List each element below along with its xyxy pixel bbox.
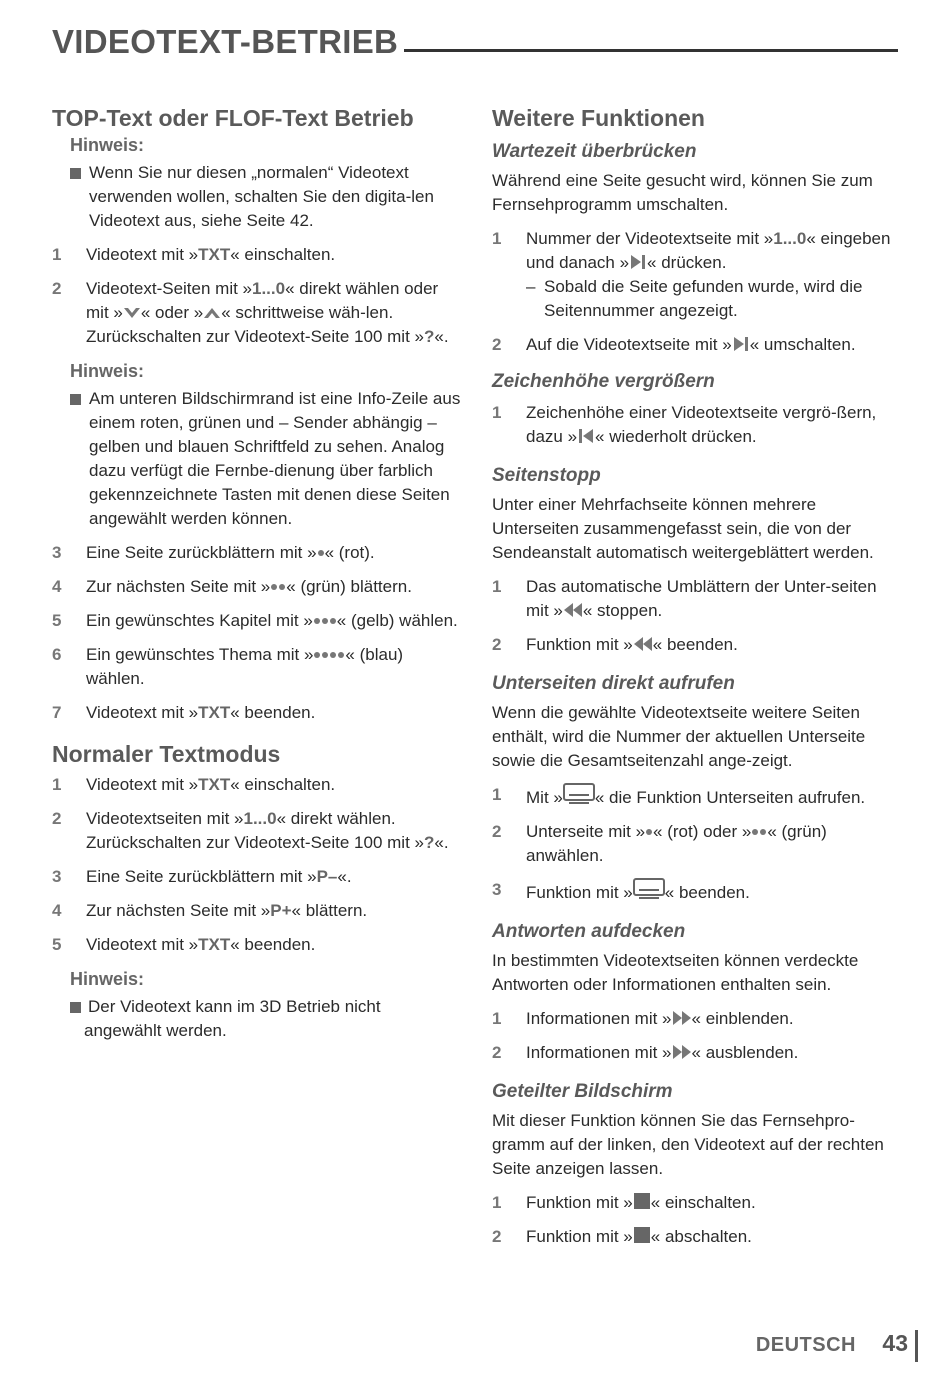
step-item	[492, 1191, 902, 1215]
left-column	[52, 100, 462, 1043]
step-number: 7	[52, 703, 62, 722]
skip-forward-icon	[732, 336, 750, 352]
step-text: « oder »	[140, 303, 204, 322]
step-text: Ein gewünschtes Kapitel mit »	[86, 611, 313, 630]
four-dots-icon	[313, 645, 345, 664]
step-item	[492, 878, 902, 905]
note-item	[52, 995, 462, 1043]
step-number: 6	[52, 645, 62, 664]
one-dot-icon	[645, 822, 653, 841]
step-text: « stoppen.	[582, 601, 663, 620]
paragraph: In bestimmten Videotextseiten können verdeckte Antworten oder Informationen enthalten sein.	[492, 951, 859, 994]
step-item	[52, 865, 462, 889]
section-title-top-flof: TOP-Text oder FLOF-Text Betrieb	[52, 105, 414, 131]
key-label: 1...0	[773, 229, 807, 248]
step-text: « beenden.	[664, 883, 750, 902]
step-item	[52, 899, 462, 923]
step-text: « (blau) wählen.	[86, 645, 404, 688]
step-text: « einschalten.	[230, 245, 336, 264]
step-number: 3	[52, 867, 62, 886]
step-text: Zurückschalten zur Videotext-Seite 100 mit »	[86, 327, 424, 346]
key-label: P+	[270, 901, 292, 920]
square-bullet-icon	[70, 394, 81, 405]
step-text: «.	[337, 867, 352, 886]
step-item	[52, 541, 462, 565]
step-text: « (rot).	[324, 543, 375, 562]
step-number: 1	[492, 577, 502, 596]
key-label: P–	[316, 867, 338, 886]
footer-bar	[915, 1330, 918, 1362]
note-text: Wenn Sie nur diesen „normalen“ Videotext verwenden wollen, schalten Sie den digita-len Videotext aus, siehe Seite 42.	[89, 163, 434, 230]
step-number: 1	[492, 1193, 502, 1212]
note-label: Hinweis:	[70, 135, 145, 155]
step-text: Mit »	[526, 788, 563, 807]
fast-forward-icon	[672, 1044, 692, 1060]
step-number: 4	[52, 577, 62, 596]
step-item	[492, 783, 902, 810]
page-header	[52, 22, 898, 62]
step-text: « drücken.	[647, 253, 727, 272]
step-number: 2	[492, 1227, 502, 1246]
split-screen-icon	[633, 1226, 651, 1244]
one-dot-icon	[317, 543, 325, 562]
step-item	[52, 643, 462, 691]
right-column	[492, 100, 902, 1249]
step-text: « direkt wählen.	[276, 809, 396, 828]
step-number: 2	[492, 822, 502, 841]
step-text: Nummer der Videotextseite mit »	[526, 229, 774, 248]
paragraph: Unter einer Mehrfachseite können mehrere Unterseiten zusammengefasst sein, die von der Sendeanstalt automatisch weitergeblättert werden.	[492, 495, 874, 562]
step-number: 1	[492, 785, 502, 804]
step-number: 2	[492, 635, 502, 654]
arrow-down-icon	[123, 306, 141, 320]
dash: –	[526, 277, 536, 296]
page-title: VIDEOTEXT-BETRIEB	[52, 23, 399, 60]
step-number: 1	[492, 403, 502, 422]
note-text: Der Videotext kann im 3D Betrieb nicht angewählt werden.	[84, 997, 381, 1040]
step-item	[492, 575, 902, 623]
subsection-title-zeichenhoehe: Zeichenhöhe vergrößern	[492, 371, 715, 392]
skip-forward-icon	[629, 254, 647, 270]
step-text: Auf die Videotextseite mit »	[526, 335, 732, 354]
step-text: Unterseite mit »	[526, 822, 646, 841]
subpage-icon	[563, 783, 595, 805]
subsection-title-antworten: Antworten aufdecken	[492, 921, 686, 942]
note-item	[52, 161, 462, 233]
step-text: « beenden.	[230, 935, 316, 954]
step-text: Videotextseiten mit »	[86, 809, 244, 828]
step-text: «.	[434, 327, 449, 346]
step-text: Eine Seite zurückblättern mit »	[86, 867, 317, 886]
page-number: 43	[882, 1330, 908, 1356]
step-text: « (gelb) wählen.	[336, 611, 458, 630]
section-title-weitere: Weitere Funktionen	[492, 105, 705, 131]
step-item	[492, 333, 902, 357]
step-item	[492, 227, 902, 323]
rewind-icon	[633, 636, 653, 652]
step-text: « einschalten.	[650, 1193, 756, 1212]
step-text: Zurückschalten zur Videotext-Seite 100 mit »	[86, 833, 424, 852]
three-dots-icon	[313, 611, 337, 630]
step-text: « wiederholt drücken.	[595, 427, 757, 446]
header-rule	[404, 49, 898, 52]
step-text: « schrittweise wäh-len.	[221, 303, 394, 322]
step-item	[52, 609, 462, 633]
step-item	[52, 575, 462, 599]
step-text: « abschalten.	[650, 1227, 752, 1246]
step-item	[52, 773, 462, 797]
step-text: Videotext mit »	[86, 935, 199, 954]
step-number: 1	[492, 1009, 502, 1028]
step-text: « eingeben und danach »	[526, 229, 891, 272]
step-item	[492, 1041, 902, 1065]
step-item	[492, 633, 902, 657]
step-number: 3	[492, 880, 502, 899]
step-text: Zur nächsten Seite mit »	[86, 577, 271, 596]
two-dots-icon	[751, 822, 767, 841]
step-number: 3	[52, 543, 62, 562]
step-text: « einschalten.	[230, 775, 336, 794]
footer-language: DEUTSCH	[755, 1334, 856, 1356]
sub-text: Sobald die Seite gefunden wurde, wird die Seitennummer angezeigt.	[544, 277, 863, 320]
step-text: Funktion mit »	[526, 883, 633, 902]
note-label: Hinweis:	[70, 969, 145, 989]
key-label: TXT	[198, 935, 231, 954]
step-text: « ausblenden.	[691, 1043, 799, 1062]
step-text: « umschalten.	[749, 335, 856, 354]
step-number: 2	[492, 1043, 502, 1062]
step-text: Funktion mit »	[526, 635, 633, 654]
note-text: Am unteren Bildschirmrand ist eine Info-Zeile aus einem roten, grünen und – Sender abhängig – gelben und blauen Schriftfeld zu sehen. Analog dazu verfügt die Fernbe-dienung über farblich gekennzeichnete Tasten mit denen diese Seiten angewählt werden können.	[89, 389, 461, 528]
step-text: Das automatische Umblättern der Unter-seiten mit »	[526, 577, 877, 620]
rewind-icon	[563, 602, 583, 618]
step-number: 2	[52, 809, 62, 828]
step-text: « die Funktion Unterseiten aufrufen.	[594, 788, 866, 807]
step-item	[492, 1225, 902, 1249]
step-text: Videotext mit »	[86, 703, 199, 722]
step-item	[52, 933, 462, 957]
subsection-title-unterseiten: Unterseiten direkt aufrufen	[492, 673, 735, 694]
step-text: «.	[434, 833, 449, 852]
subsection-title-wartezeit: Wartezeit überbrücken	[492, 141, 697, 162]
step-item	[492, 401, 902, 449]
step-text: Eine Seite zurückblättern mit »	[86, 543, 317, 562]
step-number: 1	[52, 245, 62, 264]
step-text: Videotext-Seiten mit »	[86, 279, 252, 298]
step-number: 4	[52, 901, 62, 920]
step-number: 1	[492, 229, 502, 248]
arrow-up-icon	[203, 306, 221, 320]
step-number: 5	[52, 935, 62, 954]
step-text: « einblenden.	[691, 1009, 794, 1028]
paragraph: Wenn die gewählte Videotextseite weitere Seiten enthält, wird die Nummer der aktuellen Unterseite sowie die Gesamtseitenzahl ange-zeigt.	[492, 703, 866, 770]
square-bullet-icon	[70, 1002, 81, 1013]
key-label: TXT	[198, 775, 231, 794]
split-screen-icon	[633, 1192, 651, 1210]
step-text: Informationen mit »	[526, 1009, 672, 1028]
step-text: Funktion mit »	[526, 1193, 633, 1212]
fast-forward-icon	[672, 1010, 692, 1026]
step-item	[492, 1007, 902, 1031]
step-text: « (grün) anwählen.	[526, 822, 827, 865]
step-item	[52, 807, 462, 855]
skip-back-icon	[577, 428, 595, 444]
step-item	[492, 820, 902, 868]
step-item	[52, 277, 462, 349]
step-number: 1	[52, 775, 62, 794]
subsection-title-geteilt: Geteilter Bildschirm	[492, 1081, 673, 1102]
step-text: Videotext mit »	[86, 775, 199, 794]
step-text: « direkt wählen oder mit »	[86, 279, 439, 322]
two-dots-icon	[270, 577, 286, 596]
step-item	[52, 701, 462, 725]
subsection-title-seitenstopp: Seitenstopp	[492, 465, 601, 486]
key-label: ?	[423, 833, 435, 852]
section-title-normal: Normaler Textmodus	[52, 741, 281, 767]
step-text: « (rot) oder »	[653, 822, 752, 841]
step-text: Zeichenhöhe einer Videotextseite vergrö-ßern, dazu »	[526, 403, 877, 446]
key-label: TXT	[198, 703, 231, 722]
key-label: TXT	[198, 245, 231, 264]
square-bullet-icon	[70, 168, 81, 179]
step-text: Informationen mit »	[526, 1043, 672, 1062]
sub-item	[526, 275, 902, 323]
paragraph: Mit dieser Funktion können Sie das Fernsehpro-gramm auf der linken, den Videotext auf der rechten Seite anzeigen lassen.	[492, 1111, 884, 1178]
step-text: Ein gewünschtes Thema mit »	[86, 645, 314, 664]
step-text: « blättern.	[291, 901, 368, 920]
step-number: 2	[492, 335, 502, 354]
step-text: Videotext mit »	[86, 245, 199, 264]
key-label: 1...0	[243, 809, 277, 828]
key-label: ?	[423, 327, 435, 346]
paragraph: Während eine Seite gesucht wird, können Sie zum Fernsehprogramm umschalten.	[492, 171, 873, 214]
step-number: 2	[52, 279, 62, 298]
step-item	[52, 243, 462, 267]
note-label: Hinweis:	[70, 361, 145, 381]
key-label: 1...0	[252, 279, 286, 298]
step-text: « (grün) blättern.	[286, 577, 412, 596]
step-number: 5	[52, 611, 62, 630]
note-item	[52, 387, 462, 531]
step-text: « beenden.	[230, 703, 316, 722]
subpage-icon	[633, 878, 665, 900]
step-text: Zur nächsten Seite mit »	[86, 901, 271, 920]
step-text: Funktion mit »	[526, 1227, 633, 1246]
step-text: « beenden.	[652, 635, 738, 654]
